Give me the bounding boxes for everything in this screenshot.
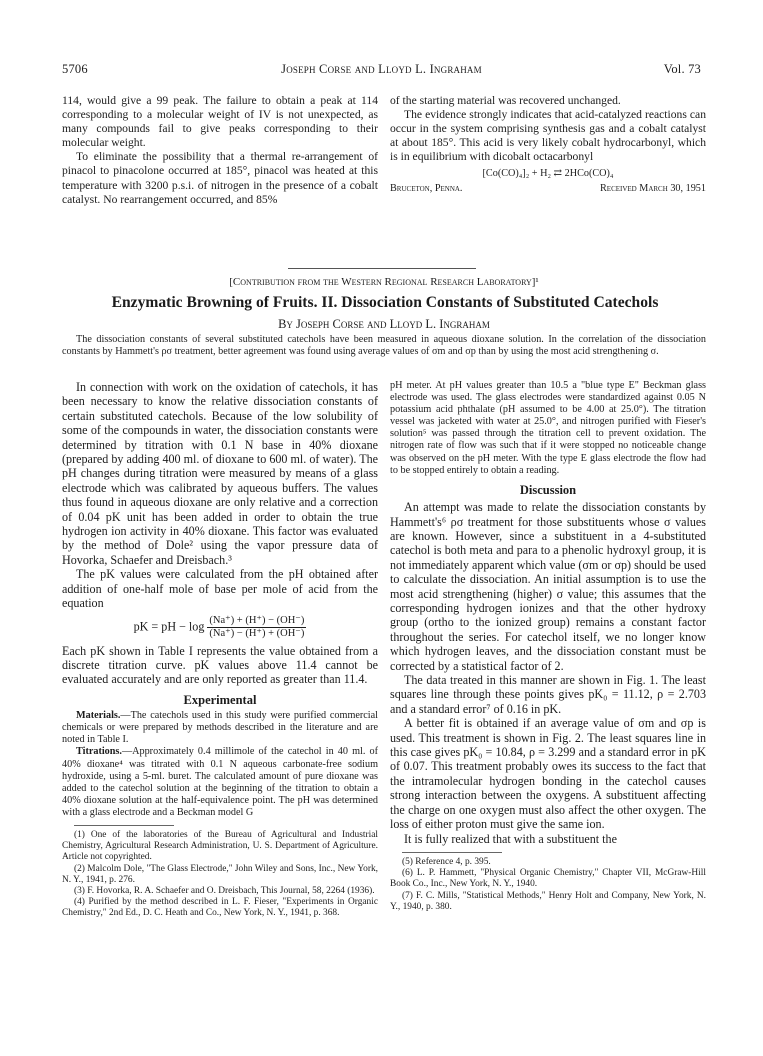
prev-article-left-column bbox=[62, 94, 378, 207]
running-title: Joseph Corse and Lloyd L. Ingraham bbox=[281, 62, 482, 76]
paragraph: The evidence strongly indicates that acid-catalyzed reactions can occur in the system comprising synthesis gas and a cobalt catalyst at about 185°. This acid is very likely cobalt hydrocarbonyl, which is in equilibrium with dicobalt octacarbonyl bbox=[390, 108, 706, 164]
equation-denominator: (Na⁺) − (H⁺) + (OH⁻) bbox=[209, 627, 305, 639]
run-in-heading: Titrations. bbox=[76, 746, 122, 758]
equation-fraction bbox=[207, 615, 306, 640]
paragraph: Each pK shown in Table I represents the value obtained from a discrete titration curve. pK values above 11.4 cannot be evaluated accurately and are only reported as greater than 11.4. bbox=[62, 643, 378, 687]
prev-article-right-column bbox=[390, 94, 706, 195]
equation-lhs: pK = pH − log bbox=[133, 618, 205, 633]
footnotes-right bbox=[390, 857, 706, 913]
footnote-rule bbox=[402, 852, 502, 853]
experimental-text bbox=[62, 710, 378, 819]
contribution-line: [Contribution from the Western Regional Research Laboratory]¹ bbox=[229, 276, 539, 288]
equation-numerator: (Na⁺) + (H⁺) − (OH⁻) bbox=[209, 614, 305, 626]
footnote-rule bbox=[74, 825, 174, 826]
paragraph: It is fully realized that with a substituent the bbox=[404, 831, 617, 846]
byline: By Joseph Corse and Lloyd L. Ingraham bbox=[278, 317, 490, 331]
paragraph: The pK values were calculated from the pH obtained after addition of one-half mole of base per mole of acid from the equation bbox=[62, 567, 378, 611]
volume-label: Vol. 73 bbox=[663, 62, 701, 76]
paragraph: pH meter. At pH values greater than 10.5 a "blue type E" Beckman glass electrode was used. The glass electrodes were standardized against 0.05 N potassium acid phthalate (pH assumed to be 4.00 at 25.0°). The titration vessel was jacketed with water at 25.0°, and nitrogen purified with Fieser's solution⁵ was passed through the titration cell to prevent oxidation. The nitrogen rate of flow was such that if it were stopped no noticeable change was observed on the pH meter. With the type E glass electrode the flow had to be stopped entirely to obtain a reading. bbox=[390, 380, 706, 476]
main-left-column bbox=[62, 380, 378, 920]
article-separator bbox=[288, 268, 476, 269]
section-heading-experimental: Experimental bbox=[183, 692, 257, 707]
equilibrium-equation: [Co(CO)₄]₂ + H₂ ⇄ 2HCo(CO)₄ bbox=[482, 168, 614, 180]
run-in-heading: Materials. bbox=[76, 710, 121, 722]
paragraph: —The catechols used in this study were purified commercial chemicals or were prepared by methods described in the literature and are noted in Table I. bbox=[62, 710, 378, 746]
paragraph: To eliminate the possibility that a thermal re-arrangement of pinacol to pinacolone occurred at 185°, pinacol was heated at this temperature with 3200 p.s.i. of nitrogen in the presence of a cobalt catalyst. No rearrangement occurred, and 85% bbox=[62, 150, 378, 206]
paragraph: A better fit is obtained if an average value of σm and σp is used. This treatment is shown in Fig. 2. The least squares line in this case gives pK₀ = 10.84, ρ = 3.299 and a standard error in pK of 0.07. This treatment probably owes its success to the fact that the intramolecular hydrogen bonding in the catechol causes strong interaction between the oxygens. A substituent affecting the charge on one oxygen must also affect the other oxygen. The loss of either proton must give the same ion. bbox=[390, 716, 706, 832]
received-date: Received March 30, 1951 bbox=[600, 182, 706, 194]
footnote: (5) Reference 4, p. 395. bbox=[402, 856, 491, 867]
section-heading-discussion: Discussion bbox=[519, 482, 577, 497]
paragraph: The data treated in this manner are shown in Fig. 1. The least squares line through these points gives pK₀ = 11.12, ρ = 2.703 and a standard error⁷ of 0.16 in pK. bbox=[390, 673, 706, 716]
footnote: (7) F. C. Mills, "Statistical Methods," Henry Holt and Company, New York, N. Y., 1940, p. 380. bbox=[390, 890, 706, 912]
footnotes-left bbox=[62, 830, 378, 920]
paragraph: —Approximately 0.4 millimole of the catechol in 40 ml. of 40% dioxane⁴ was titrated with 0.1 N aqueous carbonate-free sodium hydroxide, using a 5-ml. buret. The calculated amount of pure dioxane was added to the catechol solution at the beginning of the titration to obtain a 40% dioxane solution at the half-equivalence point. The pH was determined with a glass electrode and a Beckman model G bbox=[62, 746, 378, 818]
footnote: (1) One of the laboratories of the Bureau of Agricultural and Industrial Chemistry, Agricultural Research Administration, U. S. Department of Agriculture. Article not copyrighted. bbox=[62, 829, 378, 863]
location: Bruceton, Penna. bbox=[390, 182, 463, 194]
footnote: (4) Purified by the method described in L. F. Fieser, "Experiments in Organic Chemistry," 2nd Ed., D. C. Heath and Co., New York, N. Y., 1941, p. 368. bbox=[62, 897, 378, 919]
pk-equation bbox=[62, 615, 378, 640]
main-right-column bbox=[390, 380, 706, 913]
footnote: (2) Malcolm Dole, "The Glass Electrode," John Wiley and Sons, Inc., New York, N. Y., 1941, p. 276. bbox=[62, 863, 378, 885]
intro-paragraph: In connection with work on the oxidation of catechols, it has been necessary to know the relative dissociation constants of certain substituted catechols. Because of the low solubility of some of the compounds in water, the dissociation constants were determined by titration with 0.1 N base in 40% dioxane (prepared by adding 400 ml. of dioxane to 600 ml. of water). The pH changes during titration were measured by means of a glass electrode which was calibrated by aqueous buffers. The values thus found in aqueous dioxane are only relative and a correction of 0.04 pK unit has been added in order to obtain the true hydrogen ion activity in 40% dioxane. This factor was evaluated by the method of Dole² using the vapor pressure data of Hovorka, Schaefer and Dreisbach.³ bbox=[62, 380, 378, 567]
page-number: 5706 bbox=[62, 62, 88, 76]
paragraph: 114, would give a 99 peak. The failure to obtain a peak at 114 corresponding to a molecular weight of IV is not unexpected, as many compounds fail to give peaks corresponding to their molecular weight. bbox=[62, 94, 378, 150]
abstract: The dissociation constants of several substituted catechols have been measured in aqueous dioxane solution. In the correlation of the dissociation constants by Hammett's ρσ treatment, better agreement was found using average values of σm and σp than by using the most acid strengthening σ. bbox=[62, 334, 706, 358]
article-title: Enzymatic Browning of Fruits. II. Dissociation Constants of Substituted Catechols bbox=[111, 294, 659, 311]
footnote: (6) L. P. Hammett, "Physical Organic Chemistry," Chapter VII, McGraw-Hill Book Co., Inc., New York, N. Y., 1940. bbox=[390, 868, 706, 890]
paragraph: of the starting material was recovered unchanged. bbox=[390, 94, 621, 107]
paragraph: An attempt was made to relate the dissociation constants by Hammett's⁶ ρσ treatment for those substituents whose σ values are known. However, since a substituent in a 4-substituted catechol is both meta and para to a phenolic hydroxyl group, it is not immediately apparent which value (σm or σp) should be used to calculate the dissociation. An initial assumption is to use the most acid strengthening (higher) σ value; this assumes that the corresponding hydrogen ionizes and that the other hydroxy group (ortho to the ionized group) remains a constant factor throughout the series. For catechol itself, we no longer know which hydrogen leaves, and the dissociation constant must be corrected by a statistical factor of 2. bbox=[390, 500, 706, 673]
footnote: (3) F. Hovorka, R. A. Schaefer and O. Dreisbach, This Journal, 58, 2264 (1936). bbox=[74, 885, 375, 896]
